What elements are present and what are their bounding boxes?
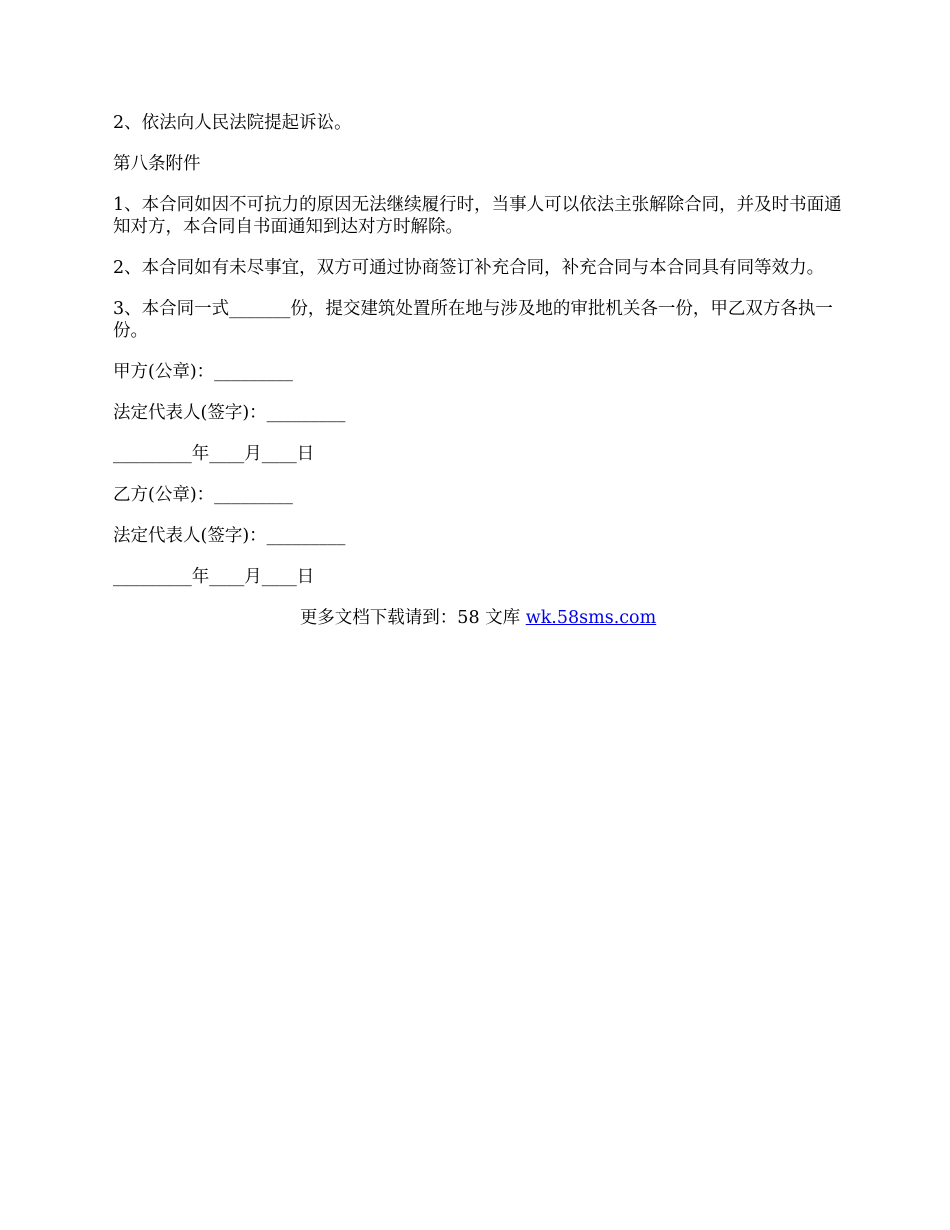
party-a-date: _________年____月____日: [113, 444, 315, 464]
footer-prefix: 更多文档下载请到：58 文库: [299, 608, 526, 628]
party-b-representative: 法定代表人(签字)：_________: [113, 526, 346, 546]
document-page: [113, 112, 843, 629]
footer-link[interactable]: wk.58sms.com: [525, 608, 657, 628]
party-b-date: _________年____月____日: [113, 567, 315, 587]
download-footer: [113, 607, 843, 629]
party-a-representative: 法定代表人(签字)：_________: [113, 403, 346, 423]
clause-copies: 3、本合同一式_______份，提交建筑处置所在地与涉及地的审批机关各一份，甲乙双方各执一份。: [113, 299, 833, 341]
party-a-seal: 甲方(公章)：_________: [113, 362, 293, 382]
clause-supplement: 2、本合同如有未尽事宜，双方可通过协商签订补充合同，补充合同与本合同具有同等效力。: [113, 258, 825, 278]
article-eight-heading: 第八条附件: [113, 154, 201, 174]
clause-force-majeure: 1、本合同如因不可抗力的原因无法继续履行时，当事人可以依法主张解除合同，并及时书面通知对方，本合同自书面通知到达对方时解除。: [113, 195, 842, 237]
party-b-seal: 乙方(公章)：_________: [113, 485, 293, 505]
clause-lawsuit: 2、依法向人民法院提起诉讼。: [113, 113, 352, 133]
